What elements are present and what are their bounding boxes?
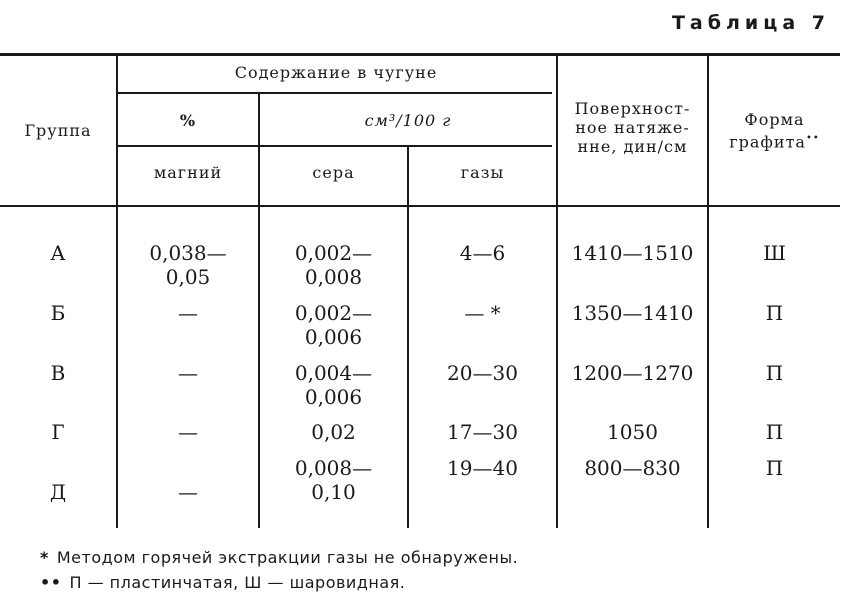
header-percent: % — [179, 111, 197, 130]
header-rule-units — [118, 145, 552, 147]
header-cm3-unit: см³/100 г — [364, 111, 452, 130]
footnote-mark: •• — [40, 573, 62, 592]
group-cell: Б — [50, 301, 66, 325]
group-cell: Д — [49, 480, 67, 504]
header-magnesium: магний — [153, 163, 223, 182]
header-graphite-form-2 — [709, 129, 840, 151]
magnesium-cell: 0,038— — [149, 241, 227, 265]
graphite-form-cell: П — [765, 361, 784, 385]
group-cell: В — [50, 361, 66, 385]
magnesium-cell: — — [178, 420, 198, 444]
surface-tension-cell: 1410—1510 — [571, 241, 694, 265]
magnesium-cell: — — [178, 361, 198, 385]
sulfur-cell: 0,008— — [294, 456, 373, 480]
sulfur-cell: 0,02 — [311, 420, 356, 444]
footnote-2 — [40, 573, 405, 592]
gases-cell: 20—30 — [447, 361, 518, 385]
group-cell: А — [50, 241, 66, 265]
footnote-text: Методом горячей экстракции газы не обнаружены. — [56, 548, 519, 567]
header-content: Содержание в чугуне — [234, 63, 438, 82]
sulfur-cell: 0,002— — [294, 241, 373, 265]
gases-cell: 4—6 — [459, 241, 506, 265]
footnote-text: П — пластинчатая, Ш — шаровидная. — [69, 573, 406, 592]
sulfur-cell: 0,002— — [294, 301, 373, 325]
surface-tension-cell: 1350—1410 — [571, 301, 694, 325]
header-graphite-label: графита — [729, 132, 806, 152]
sulfur-cell: 0,004— — [294, 361, 373, 385]
header-graphite-footnote-mark: •• — [805, 133, 820, 144]
header-graphite-form-1: Форма — [744, 110, 805, 129]
magnesium-cell: — — [178, 301, 198, 325]
surface-tension-cell: 800—830 — [584, 456, 681, 480]
magnesium-cell: — — [178, 480, 198, 504]
header-surface-tension-3: нне, дин/см — [577, 137, 688, 156]
graphite-form-cell: П — [765, 456, 784, 480]
sulfur-cell-cont: 0,006 — [304, 325, 363, 349]
sulfur-cell-cont: 0,10 — [311, 480, 356, 504]
gases-cell: — * — [464, 301, 501, 325]
header-gases: газы — [460, 163, 505, 182]
header-bottom-rule — [0, 205, 840, 207]
footnote-mark: * — [40, 548, 49, 567]
magnesium-cell-cont: 0,05 — [165, 265, 211, 289]
graphite-form-cell: П — [765, 420, 784, 444]
header-group: Группа — [24, 121, 92, 140]
header-sulfur: сера — [312, 163, 355, 182]
footnote-1 — [40, 548, 518, 567]
graphite-form-cell: Ш — [763, 241, 786, 265]
surface-tension-cell: 1050 — [607, 420, 658, 444]
gases-cell: 17—30 — [447, 420, 518, 444]
graphite-form-cell: П — [765, 301, 784, 325]
group-cell: Г — [51, 420, 65, 444]
header-rule-content — [118, 92, 552, 94]
surface-tension-cell: 1200—1270 — [571, 361, 694, 385]
header-surface-tension-2: ное натяже- — [575, 118, 690, 137]
header-surface-tension-1: Поверхност- — [574, 99, 691, 118]
sulfur-cell-cont: 0,006 — [304, 385, 363, 409]
gases-cell: 19—40 — [447, 456, 518, 480]
table-top-rule — [0, 53, 840, 56]
table-label: Таблица 7 — [671, 12, 830, 34]
sulfur-cell-cont: 0,008 — [304, 265, 363, 289]
